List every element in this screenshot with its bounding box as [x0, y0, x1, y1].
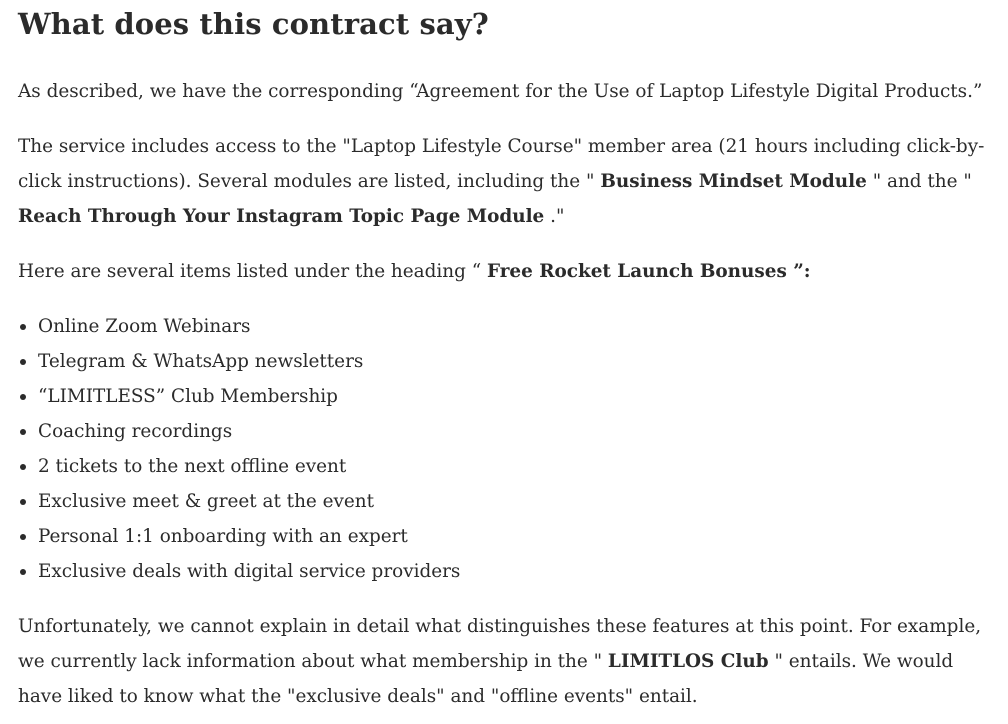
bonus-paragraph [18, 254, 1002, 289]
business-mindset-module: Business Mindset Module [600, 171, 867, 192]
bonus-list [18, 309, 1002, 589]
service-text-2: " and the " [866, 171, 972, 192]
instagram-topic-module: Reach Through Your Instagram Topic Page Module [18, 206, 545, 227]
list-item: Telegram & WhatsApp newsletters [38, 344, 1002, 379]
list-item: Personal 1:1 onboarding with an expert [38, 519, 1002, 554]
list-item: Exclusive meet & greet at the event [38, 484, 1002, 519]
outro-paragraph [18, 609, 1002, 714]
outro-text-2: " entails. We would have liked to know what the "exclusive deals" and "offline events" entail. [18, 651, 954, 707]
outro-text-1: Unfortunately, we cannot explain in detail what distinguishes these features at this point. For example, we currently lack information about what membership in the " [18, 616, 982, 672]
limitlos-club: LIMITLOS Club [607, 651, 769, 672]
list-item: Online Zoom Webinars [38, 309, 1002, 344]
service-paragraph [18, 129, 1002, 234]
section-heading: What does this contract say? [18, 7, 489, 41]
list-item: “LIMITLESS” Club Membership [38, 379, 1002, 414]
bonus-heading: Free Rocket Launch Bonuses ”: [486, 261, 811, 282]
bonus-text: Here are several items listed under the heading “ [18, 261, 487, 282]
list-item: Exclusive deals with digital service providers [38, 554, 1002, 589]
service-text-1: The service includes access to the "Laptop Lifestyle Course" member area (21 hours including click-by-click instructions). Several modules are listed, including the " [18, 136, 985, 192]
service-text-3: ." [544, 206, 565, 227]
intro-paragraph: As described, we have the corresponding “Agreement for the Use of Laptop Lifestyle Digital Products.” [18, 81, 983, 102]
list-item: 2 tickets to the next offline event [38, 449, 1002, 484]
list-item: Coaching recordings [38, 414, 1002, 449]
